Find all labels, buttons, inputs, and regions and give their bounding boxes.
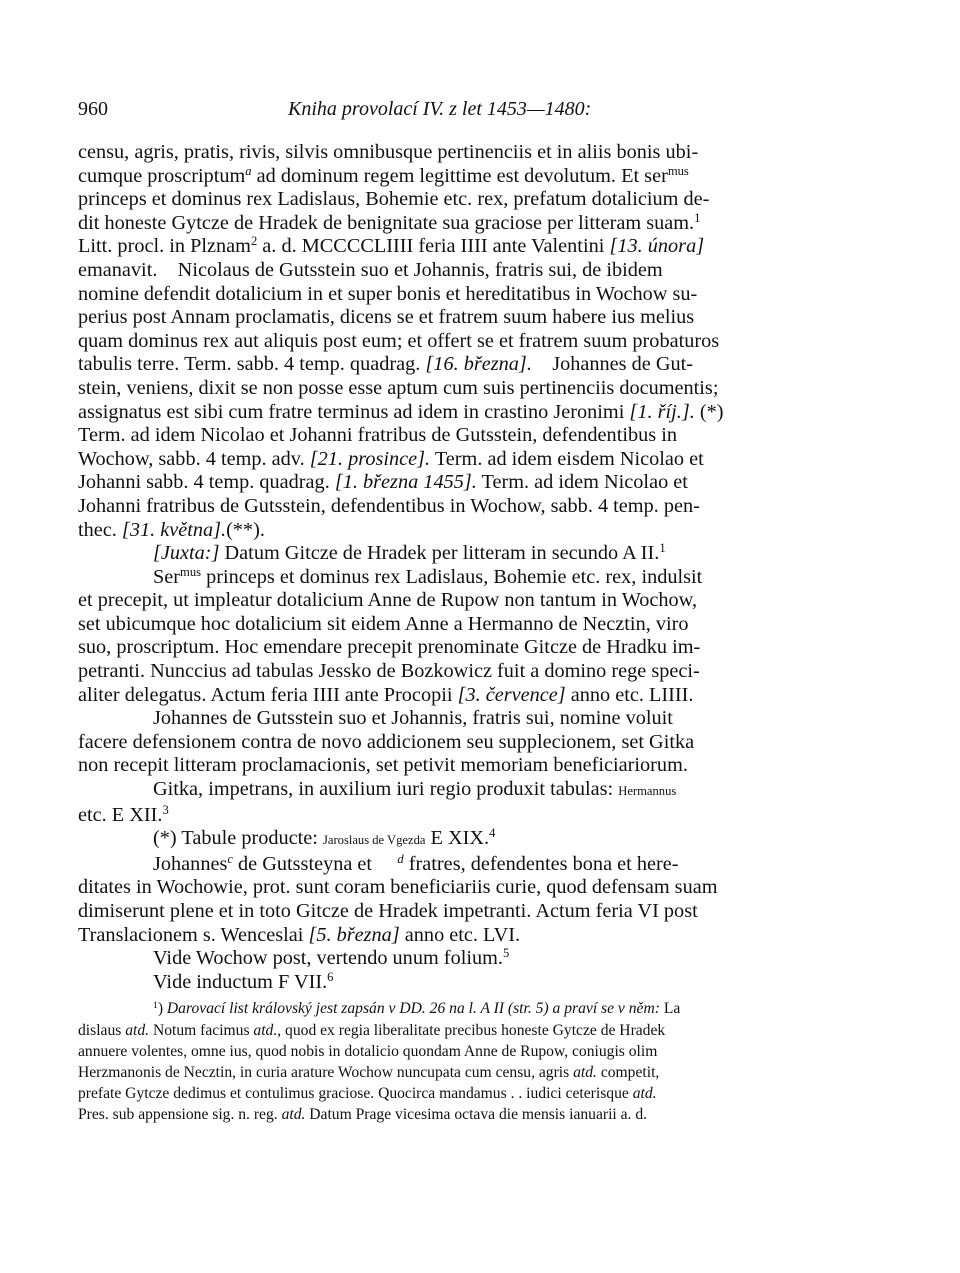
text-run: Datum Gitcze de Hradek per litteram in secundo A II. [219,542,660,565]
small-text: Hermannus [618,784,677,799]
italic-text: [1. říj.]. [629,400,695,423]
running-title: Kniha provolací IV. z let 1453—1480: [288,98,592,120]
text-run: thec. [78,518,122,541]
text-run: Translacionem s. Wenceslai [78,923,309,946]
text-line [78,424,898,448]
text-run: Notum facimus [149,1021,254,1039]
superscript-mark: 4 [489,826,496,841]
main-text [78,141,898,1126]
italic-text: atd. [125,1021,150,1039]
running-header [78,98,898,128]
text-line [78,876,898,900]
text-run: Johannes de Gutsstein suo et Johannis, fratris sui, nomine voluit [153,707,673,730]
superscript-mark: 1 [694,210,701,225]
text-line [78,377,898,401]
italic-text: [16. března]. [425,353,532,376]
text-line [78,731,898,755]
superscript-mark: 3 [162,802,169,817]
text-run: Litt. procl. in Plznam [78,235,251,258]
italic-text: [Juxta:] [153,542,220,565]
text-run: ad dominum regem legittime est devolutum. Et ser [251,164,668,187]
text-run: Johannes de Gut- [531,353,693,376]
text-line [78,613,898,637]
italic-text: [31. května]. [121,518,227,541]
text-line [78,924,898,948]
text-run: tabulis terre. Term. sabb. 4 temp. quadrag. [78,353,426,376]
text-run: perius post Annam proclamatis, dicens se et fratrem suum habere ius melius [78,306,695,329]
superscript-mark: 2 [250,234,258,249]
text-line [78,519,898,543]
text-line [78,542,898,566]
text-run: fratres, defendentes bona et here- [403,852,679,875]
footnote-line [78,1083,898,1104]
text-run: Vide Wochow post, vertendo unum folium. [153,947,503,970]
text-block [78,141,898,994]
page-number: 960 [78,98,108,120]
text-run: petranti. Nunccius ad tabulas Jessko de Bozkowicz fuit a domino rege speci- [78,660,700,683]
text-line [78,235,898,259]
text-line [78,566,898,590]
text-line [78,947,898,971]
text-run: (*) Tabule producte: [153,827,323,850]
superscript-mark: 1 [659,541,666,556]
footnote-line [78,1041,898,1062]
text-run: princeps et dominus rex Ladislaus, Bohemie etc. rex, prefatum dotalicium de- [78,188,710,211]
italic-text: atd. [632,1085,657,1103]
text-run: dit honeste Gytcze de Hradek de benignitate sua graciose per litteram suam. [78,211,695,234]
italic-text: [13. února] [609,235,705,258]
text-line [78,212,898,236]
text-line [78,827,898,853]
text-run: et precepit, ut impleatur dotalicium Anne de Rupow non tantum in Wochow, [78,589,698,612]
italic-text: atd. [573,1063,597,1081]
text-line [78,853,898,877]
text-run: princeps et dominus rex Ladislaus, Bohemie etc. rex, indulsit [201,565,703,588]
text-run: anno etc. LVI. [399,923,521,946]
text-run: suo, proscriptum. Hoc emendare precepit prenominate Gitcze de Hradku im- [78,636,701,659]
text-run: censu, agris, pratis, rivis, silvis omnibusque pertinenciis et in aliis bonis ubi- [78,141,699,163]
text-run: dimiserunt plene et in toto Gitcze de Hradek impetranti. Actum feria VI post [78,900,698,922]
text-run: cumque proscriptum [78,164,246,187]
italic-text: [1. března 1455]. [334,471,477,494]
text-run: prefate Gytcze dedimus et contulimus graciose. Quocirca mandamus . . iudici ceterisque [78,1085,633,1103]
footnotes [78,998,898,1125]
text-line [78,141,898,165]
text-line [78,306,898,330]
text-run: La [659,1000,681,1018]
superscript-mark: 6 [327,969,334,984]
text-run: Ser [153,565,181,588]
text-run: facere defensionem contra de novo addicionem seu supplecionem, set Gitka [78,730,695,753]
superscript-mark: a [245,163,252,178]
text-line [78,636,898,660]
text-line [78,778,898,804]
text-line [78,401,898,425]
text-run: Vide inductum F VII. [153,970,328,993]
text-run: set ubicumque hoc dotalicium sit eidem Anne a Hermanno de Necztin, viro [78,612,689,635]
text-run: aliter delegatus. Actum feria IIII ante Procopii [78,683,458,706]
superscript-mark: c [227,851,233,866]
text-line [78,495,898,519]
superscript-mark: d [397,851,404,866]
text-run: stein, veniens, dixit se non posse esse aptum cum suis pertinenciis documentis; [78,376,719,399]
text-run: Johanni sabb. 4 temp. quadrag. [78,471,335,494]
superscript-mark: 1 [153,1000,158,1012]
text-run: Gitka, impetrans, in auxilium iuri regio produxit tabulas: [153,778,619,801]
footnote-line [78,1104,898,1125]
text-line [78,754,898,778]
superscript-mark: mus [667,163,689,178]
footnote-line [78,998,898,1019]
text-run: nomine defendit dotalicium in et super bonis et hereditatibus in Wochow su- [78,282,698,305]
text-run: competit, [596,1063,660,1081]
text-line [78,707,898,731]
text-run: ) [157,1000,167,1018]
text-line [78,471,898,495]
text-run: quam dominus rex aut aliquis post eum; et offert se et fratrem suum probaturos [78,329,720,352]
italic-text: [5. března] [308,923,400,946]
text-run: Wochow, sabb. 4 temp. adv. [78,447,310,470]
text-line [78,589,898,613]
text-line [78,188,898,212]
italic-text: atd. [281,1106,306,1124]
text-run: Herzmanonis de Necztin, in curia arature Wochow nuncupata cum censu, agris [78,1063,574,1081]
text-run: Term. ad idem eisdem Nicolao et [430,447,704,470]
text-run: Datum Prage vicesima octava die mensis ianuarii a. d. [305,1106,648,1124]
text-run: dislaus [78,1021,126,1039]
text-run: Term. ad idem Nicolao et [476,471,688,494]
italic-text: [21. prosince]. [309,447,431,470]
superscript-mark: 5 [502,946,510,961]
italic-text: [3. července] [457,683,566,706]
text-run: annuere volentes, omne ius, quod nobis in dotalicio quondam Anne de Rupow, coniugis olim [78,1042,658,1060]
text-line [78,660,898,684]
italic-text: atd. [253,1021,278,1039]
text-run: Term. ad idem Nicolao et Johanni fratribus de Gutsstein, defendentibus in [78,424,677,447]
footnote-line [78,1020,898,1041]
text-line [78,900,898,924]
text-run: non recepit litteram proclamacionis, set petivit memoriam beneficiariorum. [78,754,688,777]
text-line [78,330,898,354]
superscript-mark: mus [180,564,202,579]
text-run: ditates in Wochowie, prot. sunt coram beneficiariis curie, quod defensam suam [78,876,718,899]
text-line [78,804,898,828]
text-run: de Gutssteyna et [232,852,398,875]
text-run: , quod ex regia liberalitate precibus honeste Gytcze de Hradek [277,1021,666,1039]
text-run: Pres. sub appensione sig. n. reg. [78,1106,282,1124]
text-run: etc. E XII. [78,803,163,826]
text-run: (**). [226,518,265,541]
italic-text: Darovací list královský jest zapsán v DD. 26 na l. A II (str. 5) a praví se v něm: [166,1000,660,1018]
text-run: anno etc. LIIII. [565,683,694,706]
text-run: (*) [694,400,724,423]
text-line [78,353,898,377]
text-run: E XIX. [425,827,490,850]
text-line [78,971,898,995]
text-line [78,165,898,189]
footnote-line [78,1062,898,1083]
text-line [78,684,898,708]
text-line [78,283,898,307]
text-run: Johannes [153,852,228,875]
text-run: emanavit. Nicolaus de Gutsstein suo et Johannis, fratris sui, de ibidem [78,258,663,281]
text-run: a. d. MCCCCLIIII feria IIII ante Valentini [257,235,610,258]
small-text: Jaroslaus de Vgezda [322,833,426,848]
text-line [78,259,898,283]
text-run: assignatus est sibi cum fratre terminus ad idem in crastino Jeronimi [78,400,630,423]
text-run: Johanni fratribus de Gutsstein, defendentibus in Wochow, sabb. 4 temp. pen- [78,494,700,517]
text-line [78,448,898,472]
